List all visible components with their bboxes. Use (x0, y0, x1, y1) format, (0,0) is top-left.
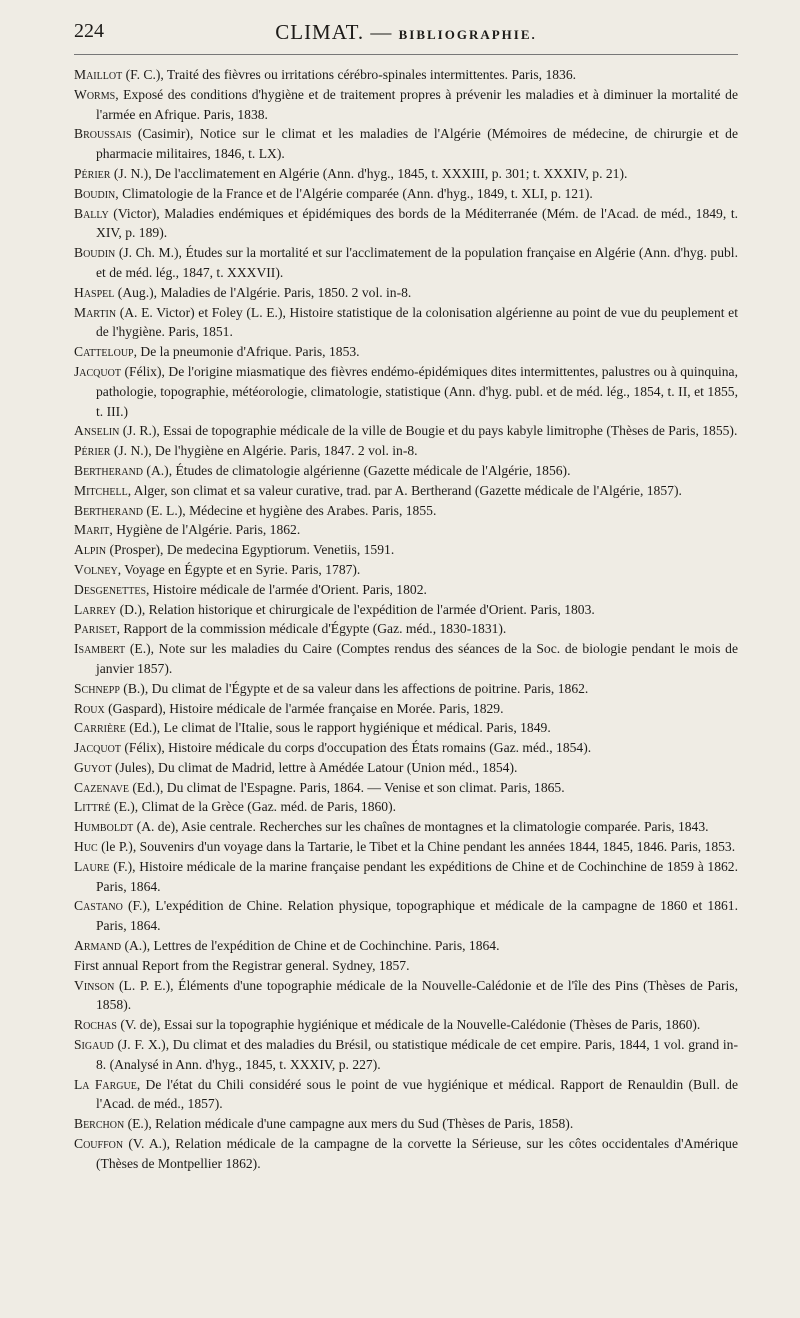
entry-author: Bertherand (74, 462, 144, 478)
bibliography-entry (74, 85, 738, 125)
entry-author: Schnepp (74, 680, 120, 696)
bibliography-entry (74, 481, 738, 501)
entry-author: Cazenave (74, 779, 129, 795)
bibliography-entry (74, 283, 738, 303)
entry-text: (J. F. X.), Du climat et des maladies du Brésil, ou statistique médicale de cet empire. Paris, 1844, 1 vol. grand in-8. (Analysé in Ann. d'hyg., 1845, t. XXXIV, p. 227). (96, 1037, 738, 1072)
running-head (74, 20, 738, 45)
entry-text: , De la pneumonie d'Afrique. Paris, 1853. (133, 344, 360, 360)
bibliography-entry (74, 639, 738, 679)
entry-author: Couffon (74, 1136, 124, 1152)
entry-author: Humboldt (74, 819, 134, 835)
page-header (74, 20, 738, 55)
entry-author: Mitchell (74, 482, 128, 498)
entry-author: Castano (74, 898, 123, 914)
entry-author: Berchon (74, 1116, 125, 1132)
bibliography-entry (74, 1015, 738, 1035)
bibliography-entry (74, 520, 738, 540)
entry-author: Laure (74, 858, 110, 874)
bibliography-entry (74, 778, 738, 798)
bibliography-entry (74, 540, 738, 560)
entry-author: Alpin (74, 542, 107, 558)
running-head-title: CLIMAT. (275, 20, 365, 44)
entry-author: Périer (74, 165, 111, 181)
entry-author: Broussais (74, 126, 132, 142)
bibliography-entry (74, 956, 738, 976)
bibliography-entry (74, 461, 738, 481)
bibliography-entry (74, 699, 738, 719)
entry-text: (Casimir), Notice sur le climat et les maladies de l'Algérie (Mémoires de médecine, de chirurgie et de pharmacie militaires, 1846, t. LX). (96, 126, 738, 162)
entry-text: (Aug.), Maladies de l'Algérie. Paris, 1850. 2 vol. in-8. (114, 284, 412, 300)
entry-author: Sigaud (74, 1037, 114, 1053)
entry-text: (J. N.), De l'hygiène en Algérie. Paris, 1847. 2 vol. in-8. (110, 443, 418, 459)
entry-text: (A.), Études de climatologie algérienne (Gazette médicale de l'Algérie, 1856). (143, 462, 571, 478)
entry-author: Littré (74, 799, 111, 815)
bibliography-entry (74, 976, 738, 1016)
bibliography-entry (74, 718, 738, 738)
entry-author: Boudin (74, 245, 116, 261)
bibliography-entry (74, 421, 738, 441)
bibliography-entry (74, 837, 738, 857)
bibliography-entry (74, 560, 738, 580)
entry-author: Bally (74, 205, 109, 221)
entry-author: Jacquot (74, 740, 121, 756)
entry-text: (Ed.), Du climat de l'Espagne. Paris, 1864. — Venise et son climat. Paris, 1865. (129, 779, 565, 795)
bibliography-entry (74, 124, 738, 164)
entry-text: (E. L.), Médecine et hygiène des Arabes. Paris, 1855. (143, 502, 437, 518)
entry-author: Jacquot (74, 363, 121, 379)
bibliography-entry (74, 857, 738, 897)
entry-text: (Ed.), Le climat de l'Italie, sous le rapport hygiénique et médical. Paris, 1849. (125, 720, 551, 736)
entry-text: (J. Ch. M.), Études sur la mortalité et sur l'acclimatement de la population française en Algérie (Ann. d'hyg. publ. et de méd. lég., 1847, t. XXXVII). (96, 245, 738, 280)
entry-author: Isambert (74, 641, 126, 657)
entry-text: (F. C.), Traité des fièvres ou irritations cérébro-spinales intermittentes. Paris, 1836. (122, 67, 577, 82)
bibliography-entry (74, 758, 738, 778)
entry-text: (Victor), Maladies endémiques et épidémiques des bords de la Méditerranée (Mém. de l'Acad. de méd., 1849, t. XIV, p. 189). (96, 205, 738, 241)
bibliography-entry (74, 501, 738, 521)
entry-author: Maillot (74, 67, 123, 82)
entry-text: (V. A.), Relation médicale de la campagne de la corvette la Sérieuse, sur les côtes occidentales d'Amérique (Thèses de Montpellier 1862). (96, 1136, 738, 1171)
entry-text: (le P.), Souvenirs d'un voyage dans la Tartarie, le Tibet et la Chine pendant les années 1844, 1845, 1846. Paris, 1853. (97, 839, 736, 855)
bibliography-entry (74, 164, 738, 184)
entry-author: Rochas (74, 1017, 117, 1033)
entry-text: First annual Report from the Registrar general. Sydney, 1857. (74, 957, 410, 973)
bibliography-entry (74, 65, 738, 85)
bibliography-entry (74, 936, 738, 956)
bibliography-entry (74, 679, 738, 699)
entry-author: Huc (74, 839, 98, 855)
entry-text: , Hygiène de l'Algérie. Paris, 1862. (109, 522, 301, 538)
bibliography-entry (74, 243, 738, 283)
entry-author: Vinson (74, 977, 115, 993)
bibliography-entry (74, 1075, 738, 1115)
entry-text: (E.), Relation médicale d'une campagne aux mers du Sud (Thèses de Paris, 1858). (124, 1116, 574, 1132)
entry-text: (Prosper), De medecina Egyptiorum. Venetiis, 1591. (106, 542, 395, 558)
entry-text: (V. de), Essai sur la topographie hygiénique et médicale de la Nouvelle-Calédonie (Thèses de Paris, 1860). (116, 1017, 701, 1033)
page-number: 224 (74, 20, 104, 42)
bibliography-entry (74, 1035, 738, 1075)
bibliography-entry (74, 204, 738, 244)
entry-author: Boudin (74, 185, 116, 201)
bibliography-entry (74, 362, 738, 421)
entry-author: Armand (74, 938, 122, 954)
bibliography-entry (74, 1114, 738, 1134)
entry-text: (Félix), Histoire médicale du corps d'occupation des États romains (Gaz. méd., 1854). (120, 740, 592, 756)
entry-author: Martin (74, 304, 117, 320)
entry-text: (A. de), Asie centrale. Recherches sur les chaînes de montagnes et la climatologie comparée. Paris, 1843. (133, 819, 709, 835)
bibliography-entry (74, 441, 738, 461)
bibliography-entry (74, 342, 738, 362)
entry-text: (B.), Du climat de l'Égypte et de sa valeur dans les affections de poitrine. Paris, 1862. (119, 680, 589, 696)
bibliography-entry (74, 896, 738, 936)
entry-text: (J. N.), De l'acclimatement en Algérie (Ann. d'hyg., 1845, t. XXXIII, p. 301; t. XXXIV, p. 21). (110, 165, 628, 181)
bibliography-entry (74, 600, 738, 620)
entry-text: (J. R.), Essai de topographie médicale de la ville de Bougie et du pays kabyle limitrophe (Thèses de Paris, 1855). (119, 423, 738, 439)
bibliography-entry (74, 580, 738, 600)
entry-author: Volney (74, 561, 118, 577)
bibliography-list (74, 65, 738, 1174)
running-head-separator: — (370, 20, 393, 44)
entry-text: (A.), Lettres de l'expédition de Chine et de Cochinchine. Paris, 1864. (121, 938, 500, 954)
entry-text: , Rapport de la commission médicale d'Égypte (Gaz. méd., 1830-1831). (116, 621, 507, 637)
entry-text: (A. E. Victor) et Foley (L. E.), Histoire statistique de la colonisation algérienne au point de vue du peuplement et de l'hygiène. Paris, 1851. (96, 304, 738, 340)
entry-text: , De l'état du Chili considéré sous le point de vue hygiénique et médical. Rapport de Renauldin (Bull. de l'Acad. de méd., 1857). (96, 1076, 738, 1112)
entry-text: , Voyage en Égypte et en Syrie. Paris, 1787). (117, 561, 361, 577)
entry-author: Worms (74, 86, 116, 102)
entry-text: , Climatologie de la France et de l'Algérie comparée (Ann. d'hyg., 1849, t. XLI, p. 121). (115, 185, 593, 201)
entry-author: Guyot (74, 759, 112, 775)
entry-text: (L. P. E.), Éléments d'une topographie médicale de la Nouvelle-Calédonie et de l'île des Pins (Thèses de Paris, 1858). (96, 977, 738, 1013)
bibliography-entry (74, 817, 738, 837)
entry-author: Anselin (74, 423, 120, 439)
entry-author: Carrière (74, 720, 126, 736)
entry-author: Bertherand (74, 502, 144, 518)
bibliography-entry (74, 797, 738, 817)
entry-author: Haspel (74, 284, 115, 300)
entry-text: (E.), Note sur les maladies du Caire (Comptes rendus des séances de la Soc. de biologie pendant le mois de janvier 1857). (96, 641, 738, 676)
entry-text: , Histoire médicale de l'armée d'Orient. Paris, 1802. (146, 581, 427, 597)
entry-text: (Gaspard), Histoire médicale de l'armée française en Morée. Paris, 1829. (104, 700, 504, 716)
bibliography-entry (74, 738, 738, 758)
entry-author: Catteloup (74, 344, 134, 360)
entry-text: (F.), Histoire médicale de la marine française pendant les expéditions de Chine et de Cochinchine de 1859 à 1862. Paris, 1864. (96, 858, 738, 894)
entry-text: , Exposé des conditions d'hygiène et de traitement propres à prévenir les maladies et à diminuer la mortalité de l'armée en Afrique. Paris, 1838. (96, 86, 738, 122)
running-head-subtitle: BIBLIOGRAPHIE. (398, 27, 537, 42)
bibliography-entry (74, 1134, 738, 1174)
entry-author: Desgenettes (74, 581, 147, 597)
entry-text: (Félix), De l'origine miasmatique des fièvres endémo-épidémiques dites intermittentes, palustres ou à quinquina, pathologie, topographie, météorologie, climatologie, statistique (Ann. d'hyg. publ. et de méd. lég., 1854, t. II, et 1855, t. III.) (96, 363, 738, 419)
entry-author: Larrey (74, 601, 117, 617)
entry-author: Marit (74, 522, 110, 538)
entry-author: Roux (74, 700, 105, 716)
entry-text: (Jules), Du climat de Madrid, lettre à Amédée Latour (Union méd., 1854). (111, 759, 518, 775)
entry-text: (F.), L'expédition de Chine. Relation physique, topographique et médicale de la campagne de 1860 et 1861. Paris, 1864. (96, 898, 738, 934)
entry-author: Pariset (74, 621, 117, 637)
bibliography-entry (74, 303, 738, 343)
entry-author: Périer (74, 443, 111, 459)
entry-text: , Alger, son climat et sa valeur curative, trad. par A. Bertherand (Gazette médicale de l'Algérie, 1857). (127, 482, 682, 498)
bibliography-entry (74, 619, 738, 639)
bibliography-entry (74, 184, 738, 204)
entry-author: La Fargue (74, 1076, 137, 1092)
entry-text: (E.), Climat de la Grèce (Gaz. méd. de Paris, 1860). (110, 799, 397, 815)
entry-text: (D.), Relation historique et chirurgicale de l'expédition de l'armée d'Orient. Paris, 1803. (116, 601, 595, 617)
